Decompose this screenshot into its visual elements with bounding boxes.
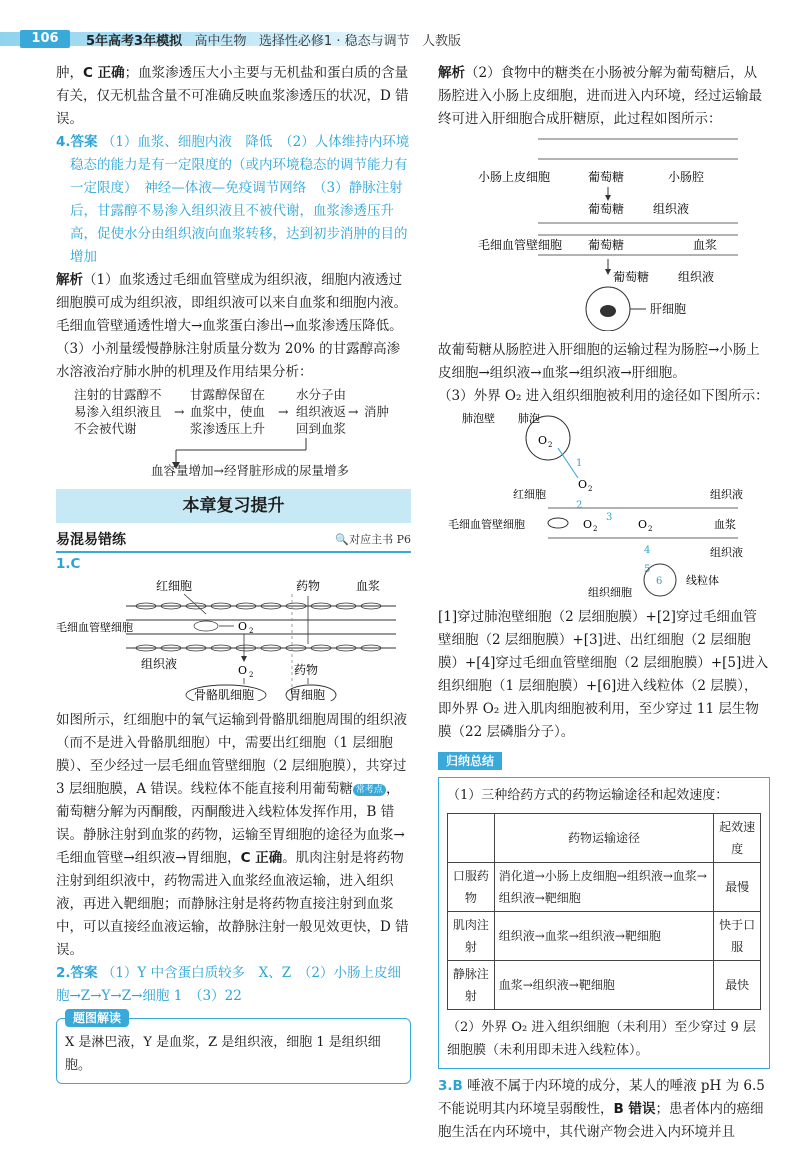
svg-text:2: 2 — [593, 525, 598, 533]
svg-text:血浆: 血浆 — [356, 579, 381, 593]
svg-text:2: 2 — [249, 627, 254, 635]
table-row: 静脉注射 血浆→组织液→靶细胞 最快 — [448, 961, 761, 1010]
svg-text:组织细胞: 组织细胞 — [588, 586, 632, 598]
book-name: 选择性必修1 · 稳态与调节 — [258, 34, 410, 49]
svg-text:O: O — [583, 518, 593, 531]
svg-text:葡萄糖: 葡萄糖 — [613, 270, 650, 284]
answer-text: （1）血浆、细胞内液 降低 （2）人体维持内环境稳态的能力是有一定限度的（或内环境稳态的调节能力有一定限度） 神经—体液—免疫调节网络 （3）静脉注射后，甘露醇不易渗入组织液且不被代谢，血浆渗透压升高，促使水分由组织液向血浆转移，达到初步消肿的目的 增加 — [70, 134, 421, 265]
svg-text:2: 2 — [249, 671, 254, 679]
svg-text:组织液: 组织液 — [141, 657, 178, 671]
chapter-review-banner: 本章复习提升 — [56, 489, 411, 523]
svg-text:骨骼肌细胞: 骨骼肌细胞 — [194, 688, 255, 701]
svg-text:2: 2 — [648, 525, 653, 533]
left-column — [56, 62, 421, 1084]
explanation: （3）小剂量缓慢静脉注射质量分数为 20% 的甘露醇高渗水溶液治疗肺水肿的机理及作用结果分析： — [56, 341, 401, 380]
svg-text:2: 2 — [548, 441, 553, 449]
mechanism-flow: 注射的甘露醇不 易渗入组织液且 不会被代谢 → 甘露醇保留在 血浆中，使血 浆渗透压上升 → 水分子由 组织液返 回到血浆 → 消肿 血容量增加→经肾脏形成的尿量增多 — [56, 384, 411, 479]
summary-text: （2）外界 O₂ 进入组织细胞（未利用）至少穿过 9 层细胞膜（未利用即未进入线粒体）。 — [447, 1020, 756, 1058]
svg-text:5: 5 — [644, 564, 651, 575]
svg-text:红细胞: 红细胞 — [513, 488, 546, 501]
svg-text:O: O — [238, 664, 248, 677]
series-name: 5年高考3年模拟 — [86, 34, 183, 49]
question-4 — [56, 131, 421, 269]
svg-text:O: O — [538, 434, 548, 447]
page-header — [0, 0, 800, 50]
svg-text:组织液: 组织液 — [710, 546, 743, 559]
svg-text:小肠上皮细胞: 小肠上皮细胞 — [478, 170, 551, 184]
question-number: 4. — [56, 134, 71, 150]
svg-text:葡萄糖: 葡萄糖 — [588, 238, 625, 252]
svg-text:红细胞: 红细胞 — [156, 579, 193, 593]
explanation: 解析（2）食物中的糖类在小肠被分解为葡萄糖后，从肠腔进入小肠上皮细胞，进而进入内环境，经过运输最终可进入肝细胞合成肝糖原，此过程如图所示： — [438, 65, 762, 127]
summary-text: （1）三种给药方式的药物运输途径和起效速度： — [447, 788, 729, 803]
svg-text:葡萄糖: 葡萄糖 — [588, 170, 625, 184]
svg-text:组织液: 组织液 — [678, 270, 715, 284]
svg-text:肝细胞: 肝细胞 — [650, 302, 687, 316]
svg-text:3: 3 — [606, 512, 613, 523]
svg-text:肺泡壁: 肺泡壁 — [462, 412, 495, 425]
question-3: 3.B 唾液不属于内环境的成分，某人的唾液 pH 为 6.5 不能说明其内环境呈弱酸性，B 错误；患者体内的癌细胞生活在内环境中，其代谢产物会进入内环境并且 — [438, 1078, 765, 1140]
svg-text:药物: 药物 — [296, 579, 321, 593]
svg-text:血浆: 血浆 — [714, 518, 736, 531]
explanation: 故葡萄糖从肠腔进入肝细胞的运输过程为肠腔→小肠上皮细胞→组织液→血浆→组织液→肝细胞。 — [438, 342, 760, 381]
section-header — [56, 527, 411, 553]
edition: 人教版 — [422, 34, 462, 49]
paragraph: 肿，C 正确；血浆渗透压大小主要与无机盐和蛋白质的含量有关，仅无机盐含量不可准确反映血浆渗透压的状况，D 错误。 — [56, 65, 409, 127]
figure-note-tag: 题图解读 — [65, 1009, 129, 1027]
figure-note-text: X 是淋巴液，Y 是血浆，Z 是组织液，细胞 1 是组织细胞。 — [65, 1035, 381, 1073]
summary-header — [438, 750, 770, 773]
subject: 高中生物 — [194, 34, 247, 49]
svg-text:毛细血管壁细胞: 毛细血管壁细胞 — [478, 238, 563, 252]
svg-text:药物: 药物 — [294, 663, 319, 677]
svg-text:葡萄糖: 葡萄糖 — [588, 202, 625, 216]
svg-text:组织液: 组织液 — [710, 488, 743, 501]
svg-text:毛细血管壁细胞: 毛细血管壁细胞 — [56, 621, 133, 634]
svg-text:线粒体: 线粒体 — [686, 574, 719, 587]
svg-text:血浆: 血浆 — [693, 238, 718, 252]
figure-2-diagram — [438, 131, 770, 331]
svg-text:1: 1 — [576, 458, 583, 469]
svg-text:O: O — [578, 478, 588, 491]
svg-text:小肠腔: 小肠腔 — [668, 170, 705, 184]
table-row: 肌肉注射 组织液→血浆→组织液→靶细胞 快于口服 — [448, 912, 761, 961]
svg-text:组织液: 组织液 — [653, 202, 690, 216]
svg-text:毛细血管壁细胞: 毛细血管壁细胞 — [448, 518, 525, 531]
header-text — [86, 30, 461, 49]
section-reference: 🔍对应主书 P6 — [335, 532, 411, 546]
question-1: 1.C — [56, 556, 81, 572]
svg-text:2: 2 — [576, 500, 583, 511]
section-title: 易混易错练 — [56, 532, 126, 548]
delivery-table: 药物运输途径 起效速度 口服药物 消化道→小肠上皮细胞→组织液→血浆→组织液→靶细胞 最慢 肌肉注射 组织液→血浆→组织液→靶细胞 快于口服 静脉注射 血浆→组织液→靶细胞 最快 — [447, 813, 761, 1010]
figure-3-diagram — [438, 408, 770, 598]
hint-badge: 常考点 — [353, 784, 386, 796]
svg-text:胃细胞: 胃细胞 — [289, 688, 326, 701]
svg-text:肺泡: 肺泡 — [518, 412, 540, 425]
page-number: 106 — [20, 30, 70, 48]
explanation: 如图所示，红细胞中的氧气运输到骨骼肌细胞周围的组织液（而不是进入骨骼肌细胞）中，需要出红细胞（1 层细胞膜）、至少经过一层毛细血管壁细胞（2 层细胞膜），共穿过 3 层细胞膜，A 错误。线粒体不能直接利用葡萄糖 常考点 ，葡萄糖分解为丙酮酸，丙酮酸进入线粒体发挥作用，B 错误。静脉注射到血浆的药物，运输至胃细胞的途径为血浆→毛细血管壁→组织液→胃细胞，C 正确。肌肉注射是将药物注射到组织液中，药物需进入血浆经血液运输，进入组织液，再进入靶细胞；而静脉注射是将药物直接注射到血浆中，可以直接经血液运输，故静脉注射一般见效更快，D 错误。 — [56, 712, 409, 958]
right-column — [438, 62, 770, 1144]
summary-box — [438, 777, 770, 1069]
question-2: 2.答案 （1）Y 中含蛋白质较多 X、Z （2）小肠上皮细胞→Z→Y→Z→细胞 1 （3）22 — [56, 965, 401, 1004]
svg-text:O: O — [638, 518, 648, 531]
svg-text:2: 2 — [588, 485, 593, 493]
explanation: 解析（1）血浆透过毛细血管壁成为组织液，细胞内液透过细胞膜可成为组织液，即组织液可以来自血浆和细胞内液。毛细血管壁通透性增大→血浆蛋白渗出→血浆渗透压降低。 — [56, 272, 407, 334]
explanation: [1]穿过肺泡壁细胞（2 层细胞膜）+[2]穿过毛细血管壁细胞（2 层细胞膜）+[3]进、出红细胞（2 层细胞膜）+[4]穿过毛细血管壁细胞（2 层细胞膜）+[5]进入组织细胞（1 层细胞膜）+[6]进入线粒体（2 层膜），即外界 O₂ 进入肌肉细胞被利用，至少穿过 11 层生物膜（22 层磷脂分子）。 — [438, 609, 769, 740]
figure-note-box — [56, 1011, 411, 1084]
svg-text:4: 4 — [644, 545, 651, 556]
svg-text:6: 6 — [656, 576, 663, 587]
table-row: 口服药物 消化道→小肠上皮细胞→组织液→血浆→组织液→靶细胞 最慢 — [448, 863, 761, 912]
answer-label: 答案 — [70, 134, 98, 150]
summary-tag: 归纳总结 — [438, 752, 502, 770]
svg-text:O: O — [238, 620, 248, 633]
figure-1-diagram — [56, 576, 411, 701]
explanation: （3）外界 O₂ 进入组织细胞被利用的途径如下图所示： — [438, 388, 769, 404]
